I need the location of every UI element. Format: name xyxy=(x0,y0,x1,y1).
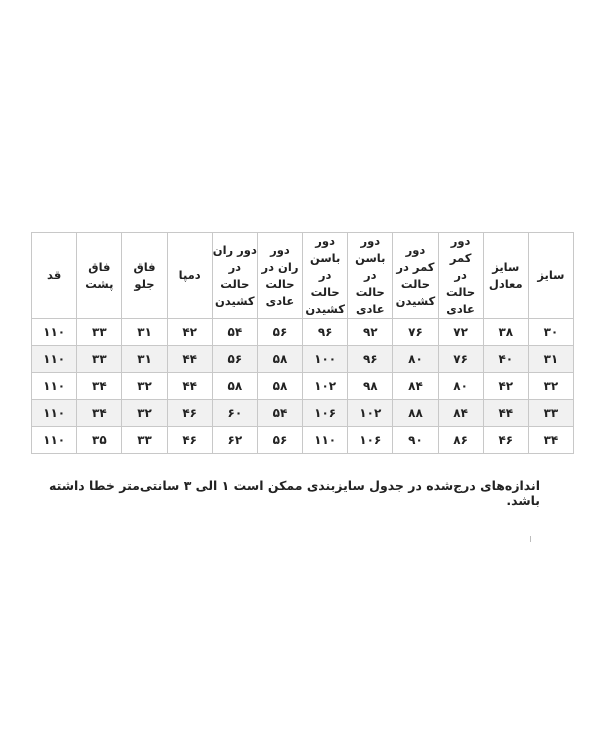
table-cell: ۴۶ xyxy=(167,427,212,454)
header-leg-opening: دمپا xyxy=(167,233,212,319)
table-cell: ۱۱۰ xyxy=(32,400,77,427)
header-waist-stretched: دور کمر در حالت کشیدن xyxy=(393,233,438,319)
table-row xyxy=(32,373,574,400)
table-cell: ۱۰۶ xyxy=(303,400,348,427)
table-cell: ۱۱۰ xyxy=(32,346,77,373)
table-cell: ۷۲ xyxy=(438,319,483,346)
table-cell: ۸۴ xyxy=(438,400,483,427)
table-cell: ۱۱۰ xyxy=(32,373,77,400)
table-cell: ۳۴ xyxy=(77,373,122,400)
table-cell: ۸۸ xyxy=(393,400,438,427)
table-cell: ۹۶ xyxy=(348,346,393,373)
table-cell: ۵۶ xyxy=(212,346,257,373)
table-cell: ۵۸ xyxy=(257,373,302,400)
table-cell: ۱۰۲ xyxy=(348,400,393,427)
table-cell: ۳۲ xyxy=(122,400,167,427)
table-cell: ۳۰ xyxy=(528,319,573,346)
table-cell: ۵۶ xyxy=(257,427,302,454)
table-cell: ۳۴ xyxy=(528,427,573,454)
table-cell: ۱۰۲ xyxy=(303,373,348,400)
table-header-row xyxy=(32,233,574,319)
header-thigh-normal: دور ران در حالت عادی xyxy=(257,233,302,319)
table-cell: ۸۰ xyxy=(393,346,438,373)
header-thigh-stretched: دور ران در حالت کشیدن xyxy=(212,233,257,319)
table-cell: ۳۱ xyxy=(528,346,573,373)
table-cell: ۱۱۰ xyxy=(32,427,77,454)
table-cell: ۳۳ xyxy=(77,346,122,373)
table-cell: ۴۲ xyxy=(483,373,528,400)
table-cell: ۸۴ xyxy=(393,373,438,400)
table-row xyxy=(32,319,574,346)
table-cell: ۳۱ xyxy=(122,346,167,373)
table-cell: ۹۶ xyxy=(303,319,348,346)
table-cell: ۳۳ xyxy=(77,319,122,346)
divider-mark xyxy=(530,536,531,542)
table-cell: ۳۱ xyxy=(122,319,167,346)
header-waist-normal: دور کمر در حالت عادی xyxy=(438,233,483,319)
table-cell: ۱۰۰ xyxy=(303,346,348,373)
header-length: قد xyxy=(32,233,77,319)
table-cell: ۸۶ xyxy=(438,427,483,454)
header-back-rise: فاق پشت xyxy=(77,233,122,319)
table-cell: ۵۸ xyxy=(257,346,302,373)
header-size: سایز xyxy=(528,233,573,319)
table-cell: ۴۴ xyxy=(167,346,212,373)
table-cell: ۳۳ xyxy=(528,400,573,427)
table-cell: ۷۶ xyxy=(438,346,483,373)
table-row xyxy=(32,400,574,427)
table-cell: ۳۴ xyxy=(77,400,122,427)
table-cell: ۹۲ xyxy=(348,319,393,346)
table-cell: ۶۰ xyxy=(212,400,257,427)
header-hip-stretched: دور باسن در حالت کشیدن xyxy=(303,233,348,319)
table-cell: ۳۲ xyxy=(122,373,167,400)
table-cell: ۱۰۶ xyxy=(348,427,393,454)
table-row xyxy=(32,346,574,373)
table-cell: ۴۲ xyxy=(167,319,212,346)
table-cell: ۸۰ xyxy=(438,373,483,400)
table-cell: ۵۶ xyxy=(257,319,302,346)
table-row xyxy=(32,427,574,454)
table-cell: ۴۶ xyxy=(167,400,212,427)
table-cell: ۹۸ xyxy=(348,373,393,400)
header-hip-normal: دور باسن در حالت عادی xyxy=(348,233,393,319)
table-cell: ۵۴ xyxy=(212,319,257,346)
header-equivalent-size: سایز معادل xyxy=(483,233,528,319)
table-cell: ۴۶ xyxy=(483,427,528,454)
table-cell: ۳۸ xyxy=(483,319,528,346)
table-cell: ۳۲ xyxy=(528,373,573,400)
table-cell: ۴۰ xyxy=(483,346,528,373)
table-cell: ۴۴ xyxy=(483,400,528,427)
table-cell: ۳۵ xyxy=(77,427,122,454)
table-cell: ۱۱۰ xyxy=(32,319,77,346)
table-body xyxy=(32,319,574,454)
header-front-rise: فاق جلو xyxy=(122,233,167,319)
table-cell: ۴۴ xyxy=(167,373,212,400)
table-cell: ۷۶ xyxy=(393,319,438,346)
sizing-note: اندازه‌های درج‌شده در جدول سایزبندی ممکن است ۱ الی ۳ سانتی‌متر خطا داشته باشد. xyxy=(49,478,540,508)
size-chart-table xyxy=(31,232,574,454)
table-cell: ۹۰ xyxy=(393,427,438,454)
table-cell: ۱۱۰ xyxy=(303,427,348,454)
table-cell: ۶۲ xyxy=(212,427,257,454)
table-cell: ۵۴ xyxy=(257,400,302,427)
table-cell: ۵۸ xyxy=(212,373,257,400)
table-cell: ۳۳ xyxy=(122,427,167,454)
